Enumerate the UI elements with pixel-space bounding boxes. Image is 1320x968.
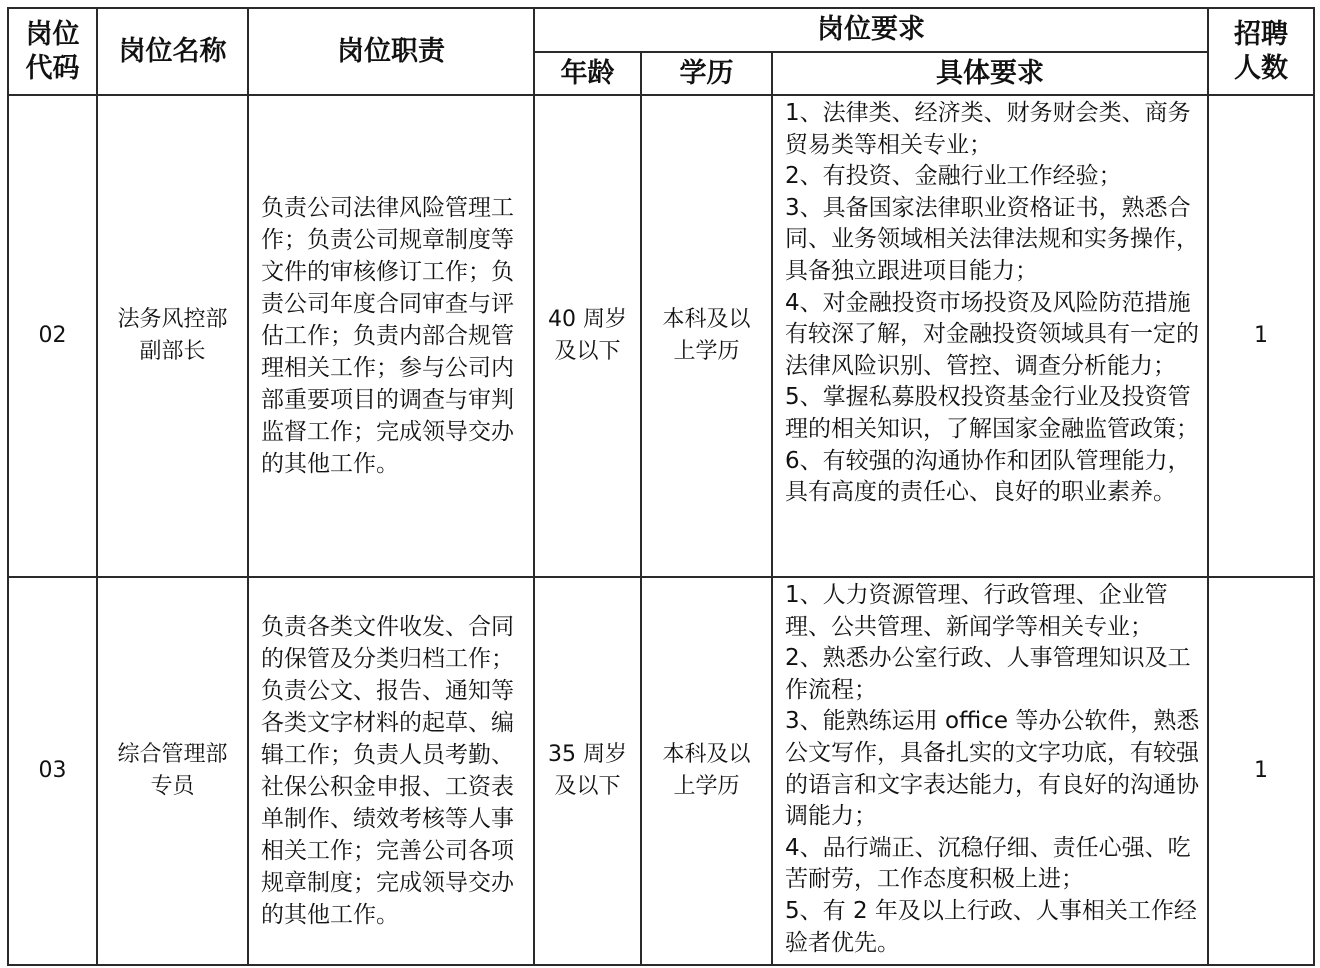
table-row	[8, 95, 1314, 577]
requirement-item: 4、品行端正、沉稳仔细、责任心强、吃苦耐劳，工作态度积极上进；	[785, 834, 1191, 893]
requirement-item: 6、有较强的沟通协作和团队管理能力，具有高度的责任心、良好的职业素养。	[785, 447, 1191, 506]
header-requirements: 岗位要求	[534, 8, 1208, 52]
requirement-item: 5、掌握私募股权投资基金行业及投资管理的相关知识，了解国家金融监管政策；	[785, 384, 1199, 442]
requirement-item: 1、人力资源管理、行政管理、企业管理、公共管理、新闻学等相关专业；	[785, 582, 1168, 640]
header-age: 年龄	[534, 52, 641, 95]
requirement-item: 2、有投资、金融行业工作经验；	[785, 163, 1122, 190]
row-count: 1	[1208, 95, 1314, 577]
table-row	[8, 577, 1314, 965]
row-duties: 负责公司法律风险管理工作；负责公司规章制度等文件的审核修订工作；负责公司年度合同审查与评估工作；负责内部合规管理相关工作；参与公司内部重要项目的调查与审判监督工作；完成领导交办的其他工作。	[248, 95, 534, 577]
job-posting-table	[7, 7, 1315, 966]
row-name: 法务风控部副部长	[97, 95, 248, 577]
row-duties: 负责各类文件收发、合同的保管及分类归档工作；负责公文、报告、通知等各类文字材料的起草、编辑工作；负责人员考勤、社保公积金申报、工资表单制作、绩效考核等人事相关工作；完善公司各项规章制度；完成领导交办的其他工作。	[248, 577, 534, 965]
header-name: 岗位名称	[97, 8, 248, 95]
requirement-item: 3、能熟练运用 office 等办公软件，熟悉公文写作，具备扎实的文字功底，有较强的语言和文字表达能力，有良好的沟通协调能力；	[785, 708, 1200, 830]
row-education: 本科及以上学历	[641, 95, 772, 577]
requirement-item: 5、有 2 年及以上行政、人事相关工作经验者优先。	[785, 897, 1197, 956]
row-requirements	[772, 577, 1208, 965]
row-requirements	[772, 95, 1208, 577]
row-name: 综合管理部专员	[97, 577, 248, 965]
requirement-item: 3、具备国家法律职业资格证书，熟悉合同、业务领域相关法律法规和实务操作，具备独立跟进项目能力；	[785, 194, 1199, 284]
requirement-item: 2、熟悉办公室行政、人事管理知识及工作流程；	[785, 645, 1191, 703]
row-education: 本科及以上学历	[641, 577, 772, 965]
row-count: 1	[1208, 577, 1314, 965]
requirement-item: 4、对金融投资市场投资及风险防范措施有较深了解，对金融投资领域具有一定的法律风险识别、管控、调查分析能力；	[785, 289, 1199, 379]
row-code: 02	[8, 95, 97, 577]
header-specific: 具体要求	[772, 52, 1208, 95]
header-code: 岗位代码	[8, 8, 97, 95]
requirement-item: 1、法律类、经济类、财务财会类、商务贸易类等相关专业；	[785, 100, 1191, 158]
header-education: 学历	[641, 52, 772, 95]
row-code: 03	[8, 577, 97, 965]
header-duties: 岗位职责	[248, 8, 534, 95]
row-age: 35 周岁及以下	[534, 577, 641, 965]
row-age: 40 周岁及以下	[534, 95, 641, 577]
header-count: 招聘人数	[1208, 8, 1314, 95]
